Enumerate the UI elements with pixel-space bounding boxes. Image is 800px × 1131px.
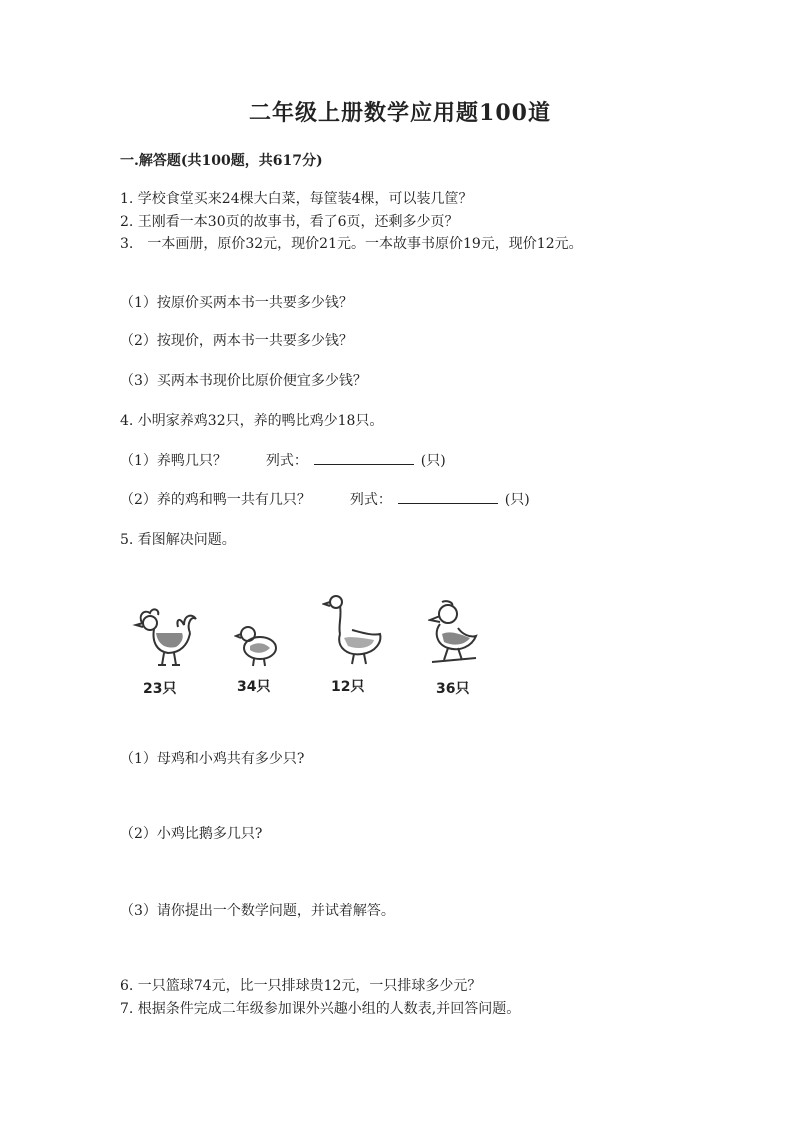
question-text: （2）养的鸡和鸭一共有几只？: [120, 492, 311, 508]
goose-count: 12只: [331, 679, 365, 695]
formula-label: 列式：: [265, 453, 308, 469]
question-4: 4. 小明家养鸡32只，养的鸭比鸡少18只。: [120, 413, 384, 429]
answer-blank[interactable]: [314, 452, 414, 465]
rooster-count: 23只: [143, 681, 177, 697]
question-5: 5. 看图解决问题。: [120, 532, 236, 548]
question-5-part-2: （2）小鸡比鹅多几只?: [120, 826, 263, 842]
question-6: 6. 一只篮球74元，比一只排球贵12元，一只排球多少元？: [120, 978, 482, 994]
chick-icon: [234, 622, 280, 668]
question-2: 2. 王刚看一本30页的故事书，看了6页，还剩多少页？: [120, 214, 459, 230]
goose-icon: [322, 592, 384, 666]
formula-label: 列式：: [349, 492, 392, 508]
section-heading: 一.解答题(共100题，共617分): [120, 153, 323, 169]
question-3-part-3: （3）买两本书现价比原价便宜多少钱？: [120, 373, 367, 389]
unit-label: (只): [420, 453, 446, 469]
chick-count: 34只: [237, 679, 271, 695]
question-7: 7. 根据条件完成二年级参加课外兴趣小组的人数表,并回答问题。: [120, 1001, 521, 1017]
unit-label: (只): [504, 492, 530, 508]
question-4-part-2: [120, 489, 530, 509]
page-title: 二年级上册数学应用题100道: [249, 100, 551, 126]
answer-blank[interactable]: [398, 491, 498, 504]
question-3: 3. 一本画册，原价32元，现价21元。一本故事书原价19元，现价12元。: [120, 236, 583, 252]
duck-icon: [428, 600, 480, 666]
question-5-part-3: （3）请你提出一个数学问题，并试着解答。: [120, 903, 395, 919]
question-4-part-1: [120, 450, 446, 470]
question-3-part-1: （1）按原价买两本书一共要多少钱？: [120, 295, 353, 311]
question-5-part-1: （1）母鸡和小鸡共有多少只?: [120, 751, 305, 767]
rooster-icon: [132, 605, 200, 669]
question-3-part-2: （2）按现价，两本书一共要多少钱？: [120, 333, 353, 349]
question-text: （1）养鸭几只？: [120, 453, 227, 469]
question-1: 1. 学校食堂买来24棵大白菜，每筐装4棵，可以装几筐？: [120, 191, 473, 207]
duck-count: 36只: [436, 681, 470, 697]
